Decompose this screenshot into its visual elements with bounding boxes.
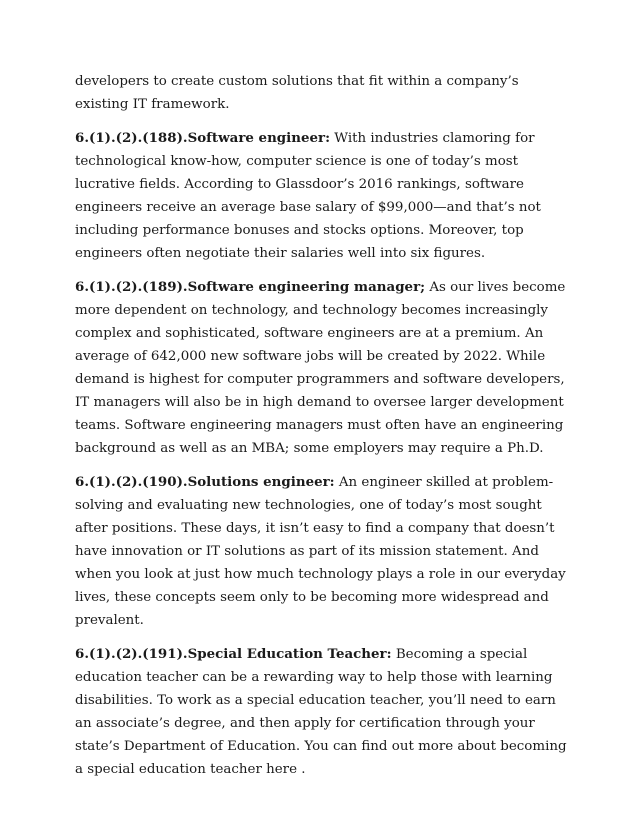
paragraph-continuation bbox=[75, 70, 570, 116]
paragraph-body: developers to create custom solutions that fit within a company’s existing IT framework. bbox=[75, 74, 519, 112]
paragraph-heading: 6.(1).(2).(191).Special Education Teacher: bbox=[75, 646, 392, 662]
paragraph-body: Becoming a special education teacher can be a rewarding way to help those with learning disabilities. To work as a special education teacher, you’ll need to earn an associate’s degree, and then apply for certification through your state’s Department of Education. You can find out more about becoming a special education teacher here . bbox=[75, 647, 567, 777]
paragraph-software-engineer bbox=[75, 127, 570, 265]
paragraph-heading: 6.(1).(2).(188).Software engineer: bbox=[75, 130, 331, 146]
paragraph-body: As our lives become more dependent on technology, and technology becomes increasingly complex and sophisticated, software engineers are at a premium. An average of 642,000 new software jobs will be created by 2022. While demand is highest for computer programmers and software developers, IT managers will also be in high demand to oversee larger development teams. Software engineering managers must often have an engineering background as well as an MBA; some employers may require a Ph.D. bbox=[75, 280, 566, 456]
paragraph-solutions-engineer bbox=[75, 471, 570, 632]
paragraph-special-education-teacher bbox=[75, 643, 570, 781]
paragraph-heading: 6.(1).(2).(189).Software engineering manager; bbox=[75, 279, 426, 295]
paragraph-body: An engineer skilled at problem-solving and evaluating new technologies, one of today’s most sought after positions. These days, it isn’t easy to find a company that doesn’t have innovation or IT solutions as part of its mission statement. And when you look at just how much technology plays a role in our everyday lives, these concepts seem only to be becoming more widespread and prevalent. bbox=[75, 475, 566, 628]
document-page bbox=[75, 70, 570, 792]
paragraph-software-engineering-manager bbox=[75, 276, 570, 460]
paragraph-body: With industries clamoring for technological know-how, computer science is one of today’s most lucrative fields. According to Glassdoor’s 2016 rankings, software engineers receive an average base salary of $99,000—and that’s not including performance bonuses and stocks options. Moreover, top engineers often negotiate their salaries well into six figures. bbox=[75, 131, 541, 261]
paragraph-heading: 6.(1).(2).(190).Solutions engineer: bbox=[75, 474, 335, 490]
